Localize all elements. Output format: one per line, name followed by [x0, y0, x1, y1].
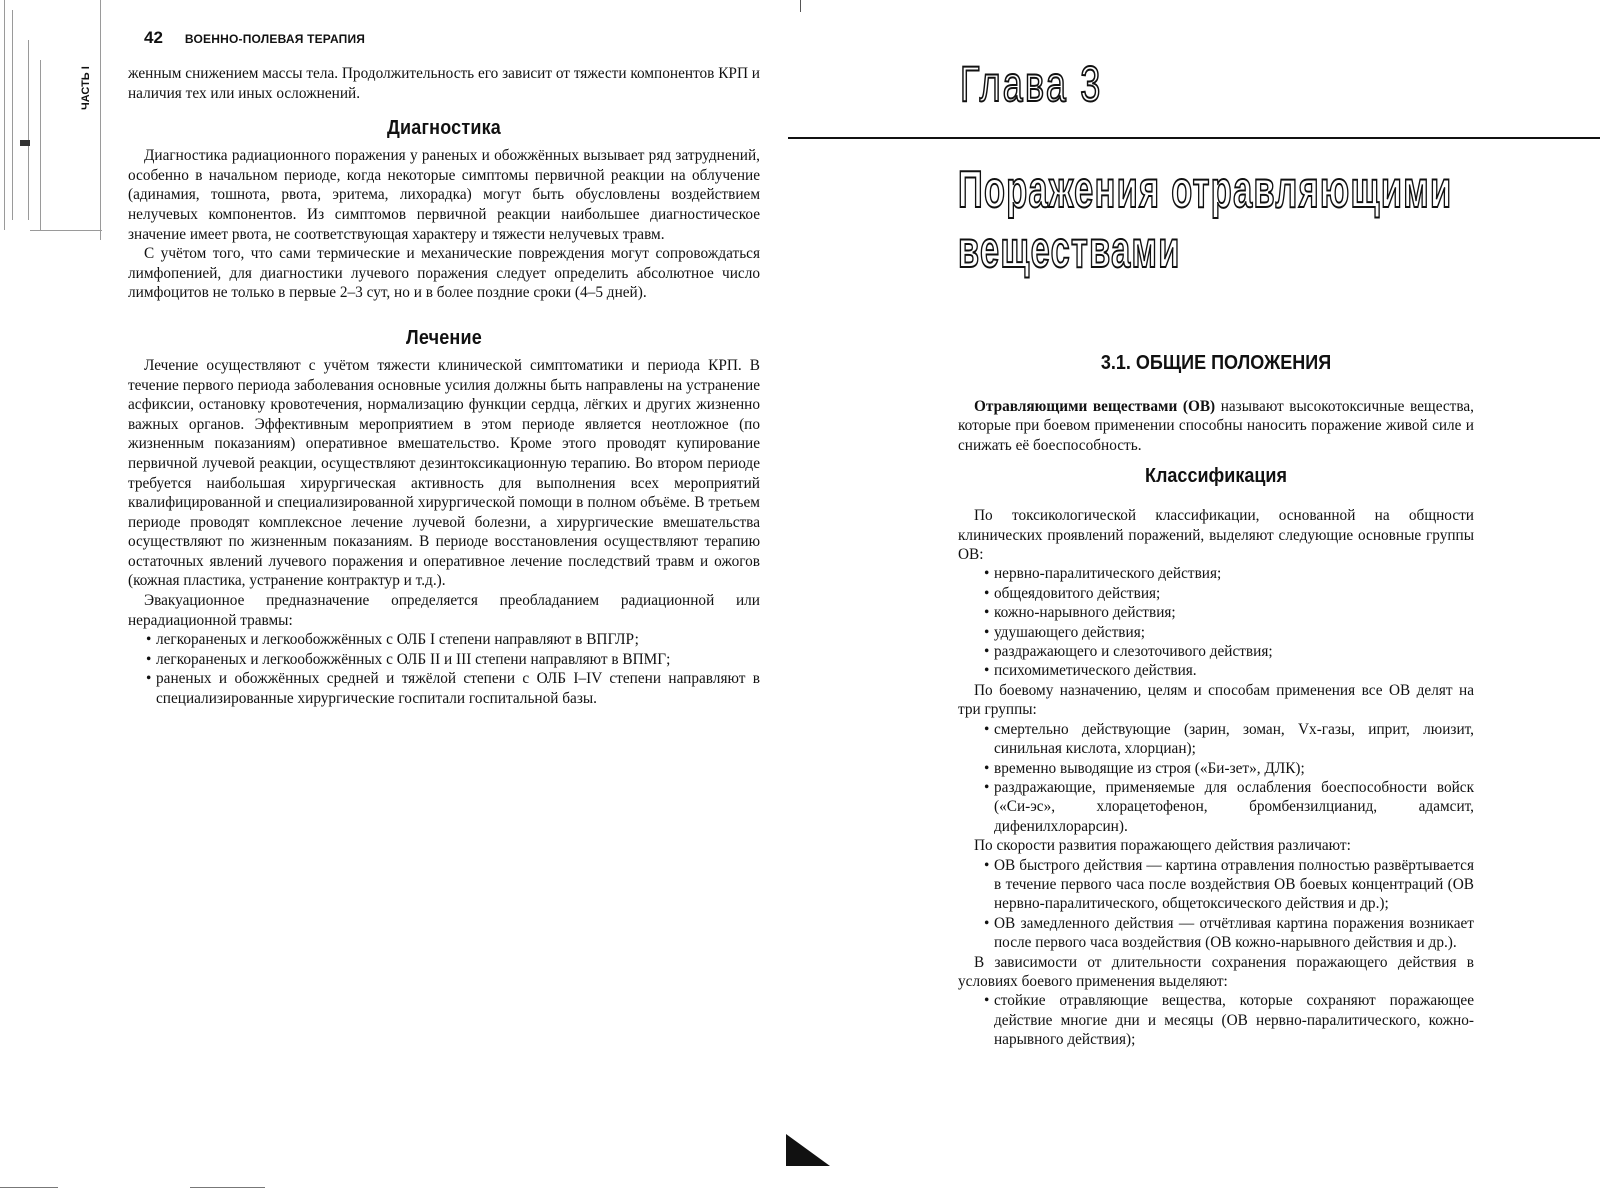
bottom-rule-left-2	[190, 1187, 265, 1188]
list-item: • временно выводящие из строя («Би-зет», ДЛК);	[958, 759, 1474, 778]
diagnostics-paragraph-1: Диагностика радиационного поражения у раненых и обожжённых вызывает ряд затруднений, особенно в начальном периоде, когда некоторые симптомы первичной реакции на облучение (адинамия, тошнота, рвота, эритема, лихорадка) могут быть обусловлены воздействием нелучевых компонентов. Из симптомов первичной реакции наибольшее диагностическое значение имеет рвота, не соответствующая характеру и тяжести нелучевых травм.	[128, 147, 760, 243]
toxicological-groups-list	[958, 564, 1474, 680]
bottom-rule-left	[0, 1187, 58, 1188]
evacuation-list	[128, 630, 760, 708]
left-page	[128, 28, 760, 709]
purpose-groups-list	[958, 720, 1474, 836]
diagnostics-heading: Диагностика	[387, 117, 501, 140]
duration-groups-list	[958, 991, 1474, 1049]
list-item: • стойкие отравляющие вещества, которые сохраняют поражающее действие многие дни и месяцы (ОВ нервно-паралитического, кожно-нарывного действия);	[958, 991, 1474, 1049]
page-corner-mark	[786, 1134, 836, 1168]
scan-artifacts	[0, 0, 110, 260]
part-label: ЧАСТЬ I	[80, 66, 92, 110]
chapter-title-line: веществами	[958, 221, 1181, 279]
running-head	[128, 28, 760, 64]
list-item: • психомиметического действия.	[958, 661, 1474, 680]
gutter-mark	[800, 0, 801, 12]
chapter-label: Глава 3	[960, 56, 1103, 112]
diagnostics-paragraph-2: С учётом того, что сами термические и механические повреждения могут сопровождаться лимфопенией, для диагностики лучевого поражения следует определить абсолютное число лимфоцитов не только в первые 2–3 сут, но и в более поздние сроки (4–5 дней).	[128, 245, 760, 302]
definition-text: называют высокотоксичные вещества, которые при боевом применении способны наносить поражение живой силе и снижать её боеспособность.	[958, 398, 1474, 454]
purpose-intro: По боевому назначению, целям и способам применения все ОВ делят на три группы:	[958, 681, 1474, 719]
list-item: • нервно-паралитического действия;	[958, 564, 1474, 583]
list-item: • кожно-нарывного действия;	[958, 603, 1474, 622]
speed-groups-list	[958, 856, 1474, 953]
list-item: • легкораненых и легкообожжённых с ОЛБ I степени направляют в ВПГЛР;	[128, 630, 760, 650]
chapter-title-line: Поражения отравляющими	[958, 161, 1453, 219]
definition-paragraph	[958, 397, 1474, 455]
list-item: • раненых и обожжённых средней и тяжёлой степени с ОЛБ I–IV степени направляют в специализированные хирургические госпитали госпитальной базы.	[128, 669, 760, 708]
list-item: • раздражающего и слезоточивого действия;	[958, 642, 1474, 661]
treatment-heading: Лечение	[406, 326, 482, 349]
list-item: • общеядовитого действия;	[958, 584, 1474, 603]
classification-heading: Классификация	[1144, 465, 1287, 488]
list-item: • смертельно действующие (зарин, зоман, Vx-газы, иприт, люизит, синильная кислота, хлорциан);	[958, 720, 1474, 759]
toxicological-intro: По токсикологической классификации, основанной на общности клинических проявлений поражений, выделяют следующие основные группы ОВ:	[958, 507, 1474, 564]
right-page-body	[958, 352, 1474, 1050]
list-item: • раздражающие, применяемые для ослабления боеспособности войск («Си-эс», хлорацетофенон, бромбензилцианид, адамсит, дифенилхлорарсин).	[958, 778, 1474, 836]
definition-term: Отравляющими веществами (ОВ)	[974, 398, 1216, 415]
treatment-paragraph-2: Эвакуационное предназначение определяется преобладанием радиационной или нерадиационной травмы:	[128, 592, 760, 629]
list-item: • легкораненых и легкообожжённых с ОЛБ II и III степени направляют в ВПМГ;	[128, 650, 760, 670]
chapter-title	[958, 160, 1452, 280]
speed-intro: По скорости развития поражающего действия различают:	[974, 837, 1351, 855]
running-title: ВОЕННО-ПОЛЕВАЯ ТЕРАПИЯ	[184, 32, 366, 46]
list-item: • удушающего действия;	[958, 623, 1474, 642]
duration-intro: В зависимости от длительности сохранения поражающего действия в условиях боевого применения выделяют:	[958, 953, 1474, 990]
intro-paragraph: женным снижением массы тела. Продолжительность его зависит от тяжести компонентов КРП и наличия тех или иных осложнений.	[128, 65, 760, 102]
treatment-paragraph-1: Лечение осуществляют с учётом тяжести клинической симптоматики и периода КРП. В течение первого периода заболевания основные усилия должны быть направлены на устранение асфиксии, остановку кровотечения, нормализацию функции сердца, лёгких и других жизненно важных органов. Эффективным мероприятием в этом периоде является неотложное (по жизненным показаниям) оперативное вмешательство. Кроме этого проводят купирование первичной лучевой реакции, осуществляют дезинтоксикационную терапию. Во втором периоде требуется наибольшая хирургическая активность для выполнения всех мероприятий квалифицированной и специализированной хирургической помощи в полном объёме. В третьем периоде проводят комплексное лечение лучевой болезни, а хирургические вмешательства осуществляют по жизненным показаниям. В периоде восстановления осуществляют терапию остаточных явлений лучевого поражения и оперативное лечение последствий травм и ожогов (кожная пластика, устранение контрактур и т.д.).	[128, 356, 760, 590]
section-heading: 3.1. ОБЩИЕ ПОЛОЖЕНИЯ	[1100, 352, 1332, 374]
page-number: 42	[144, 28, 163, 47]
list-item: • ОВ замедленного действия — отчётливая картина поражения возникает после первого часа воздействия (ОВ кожно-нарывного действия и др.).	[958, 914, 1474, 953]
list-item: • ОВ быстрого действия — картина отравления полностью развёртывается в течение первого часа после воздействия ОВ боевых концентраций (ОВ нервно-паралитического, общетоксического действия и др.);	[958, 856, 1474, 914]
chapter-rule	[788, 137, 1600, 139]
